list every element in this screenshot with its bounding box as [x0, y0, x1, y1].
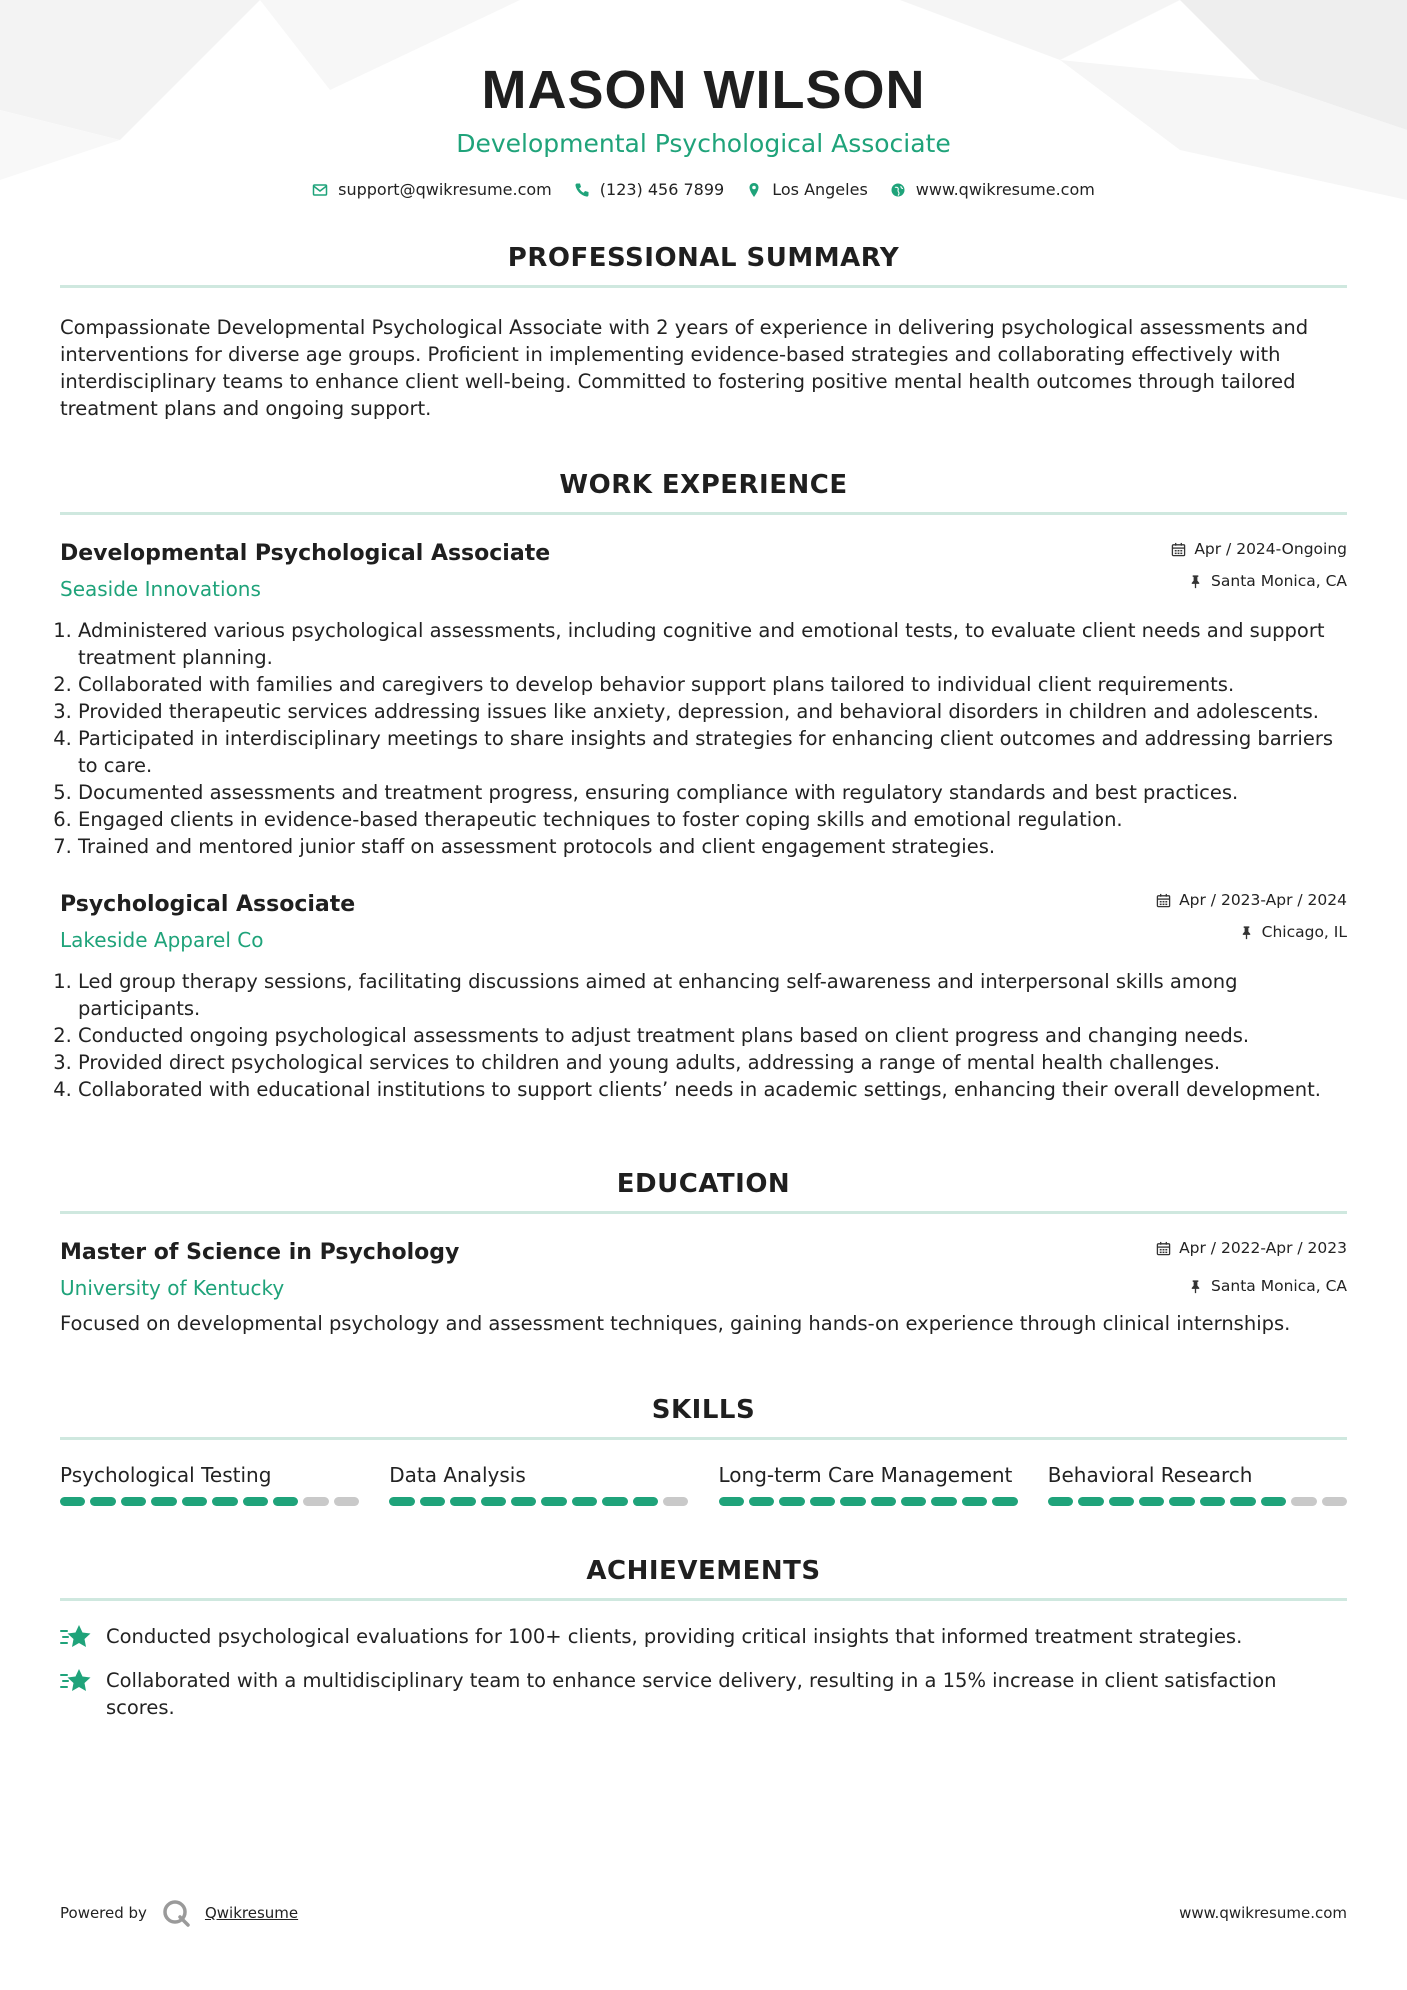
skill-level-segment [719, 1497, 744, 1506]
skill-level-segment [749, 1497, 774, 1506]
job-dates: Apr / 2024-Ongoing [1194, 540, 1347, 558]
star-badge-icon [60, 1667, 92, 1695]
skill-item [719, 1462, 1018, 1506]
skill-level-segment [303, 1497, 328, 1506]
achievement-item [60, 1667, 1347, 1721]
skill-level-bar [719, 1497, 1018, 1506]
globe-icon [890, 182, 906, 198]
achievement-text: Collaborated with a multidisciplinary team to enhance service delivery, resulting in a 15% increase in client satisfaction scores. [106, 1669, 1277, 1719]
skill-level-segment [1322, 1497, 1347, 1506]
phone-text: (123) 456 7899 [599, 180, 725, 199]
skill-level-segment [962, 1497, 987, 1506]
list-item: 4. Participated in interdisciplinary meetings to share insights and strategies for enhancing client outcomes and addressing barriers to care. [78, 725, 1347, 779]
skills-grid [60, 1462, 1347, 1506]
skill-level-segment [1109, 1497, 1134, 1506]
job-entry [60, 890, 1347, 1103]
qwikresume-logo-icon [161, 1898, 191, 1928]
job-dates: Apr / 2023-Apr / 2024 [1179, 891, 1347, 909]
achievement-text: Conducted psychological evaluations for 100+ clients, providing critical insights that informed treatment strategies. [106, 1625, 1243, 1648]
skill-level-segment [602, 1497, 627, 1506]
skill-level-segment [1291, 1497, 1316, 1506]
job-title: Psychological Associate [60, 892, 356, 917]
education-description: Focused on developmental psychology and assessment techniques, gaining hands-on experience through clinical internships. [60, 1312, 1291, 1335]
education-location: Santa Monica, CA [1211, 1277, 1347, 1295]
skill-level-segment [182, 1497, 207, 1506]
school-name: University of Kentucky [60, 1276, 285, 1300]
powered-by [60, 1898, 298, 1928]
job-company: Lakeside Apparel Co [60, 928, 264, 952]
skill-level-segment [1230, 1497, 1255, 1506]
skill-level-segment [511, 1497, 536, 1506]
envelope-icon [312, 182, 328, 198]
section-divider [60, 1211, 1347, 1214]
summary-heading: PROFESSIONAL SUMMARY [507, 243, 900, 273]
footer [60, 1898, 1347, 1928]
skills-heading: SKILLS [651, 1395, 756, 1425]
qwikresume-link[interactable]: Qwikresume [204, 1904, 299, 1922]
list-item: 2. Collaborated with families and caregivers to develop behavior support plans tailored to individual client requirements. [78, 671, 1347, 698]
skill-item [389, 1462, 688, 1506]
list-item: 7. Trained and mentored junior staff on assessment protocols and client engagement strategies. [78, 833, 1347, 860]
list-item: 1. Led group therapy sessions, facilitating discussions aimed at enhancing self-awareness and interpersonal skills among participants. [78, 968, 1347, 1022]
pushpin-icon [1239, 925, 1254, 940]
work-experience-heading: WORK EXPERIENCE [559, 470, 848, 500]
skill-level-bar [389, 1497, 688, 1506]
skill-level-segment [420, 1497, 445, 1506]
job-responsibilities [60, 617, 1347, 860]
skill-level-segment [151, 1497, 176, 1506]
star-badge-icon [60, 1623, 92, 1651]
skill-level-segment [60, 1497, 85, 1506]
skill-level-segment [663, 1497, 688, 1506]
map-pin-icon [746, 182, 762, 198]
job-company: Seaside Innovations [60, 577, 261, 601]
skill-level-segment [273, 1497, 298, 1506]
contact-bar [60, 180, 1347, 199]
skill-level-segment [389, 1497, 414, 1506]
skill-level-segment [1078, 1497, 1103, 1506]
contact-location [746, 180, 868, 199]
summary-text: Compassionate Developmental Psychological Associate with 2 years of experience in delivering psychological assessments and interventions for diverse age groups. Proficient in implementing evidence-based strategies and collaborating effectively with interdisciplinary teams to enhance client well-being. Committed to fostering positive mental health outcomes through tailored treatment plans and ongoing support. [60, 316, 1309, 420]
skill-level-segment [121, 1497, 146, 1506]
contact-email[interactable] [312, 180, 552, 199]
education-dates: Apr / 2022-Apr / 2023 [1179, 1239, 1347, 1257]
education-heading: EDUCATION [616, 1169, 791, 1199]
skill-level-bar [60, 1497, 359, 1506]
skill-item [1048, 1462, 1347, 1506]
skill-level-segment [541, 1497, 566, 1506]
calendar-icon [1171, 542, 1186, 557]
skill-level-segment [810, 1497, 835, 1506]
calendar-icon [1156, 893, 1171, 908]
skill-name: Psychological Testing [60, 1463, 272, 1487]
skill-level-segment [1048, 1497, 1073, 1506]
candidate-name: MASON WILSON [481, 60, 926, 120]
section-divider [60, 512, 1347, 515]
skill-level-bar [1048, 1497, 1347, 1506]
skill-name: Long-term Care Management [718, 1463, 1013, 1487]
list-item: 5. Documented assessments and treatment progress, ensuring compliance with regulatory standards and best practices. [78, 779, 1347, 806]
section-divider [60, 1437, 1347, 1440]
skill-name: Behavioral Research [1047, 1463, 1253, 1487]
footer-website[interactable]: www.qwikresume.com [1179, 1904, 1347, 1922]
website-text: www.qwikresume.com [915, 180, 1095, 199]
pushpin-icon [1188, 574, 1203, 589]
skill-level-segment [871, 1497, 896, 1506]
skill-level-segment [840, 1497, 865, 1506]
list-item: 3. Provided therapeutic services addressing issues like anxiety, depression, and behavioral disorders in children and adolescents. [78, 698, 1347, 725]
skill-level-segment [1169, 1497, 1194, 1506]
job-title: Developmental Psychological Associate [60, 541, 551, 566]
skill-level-segment [992, 1497, 1017, 1506]
list-item: 1. Administered various psychological assessments, including cognitive and emotional tests, to evaluate client needs and support treatment planning. [78, 617, 1347, 671]
calendar-icon [1156, 1241, 1171, 1256]
section-divider [60, 1598, 1347, 1601]
achievements-list [60, 1623, 1347, 1721]
location-text: Los Angeles [772, 180, 868, 199]
job-location: Chicago, IL [1261, 923, 1347, 941]
list-item: 3. Provided direct psychological services to children and young adults, addressing a range of mental health challenges. [78, 1049, 1347, 1076]
pushpin-icon [1188, 1279, 1203, 1294]
section-divider [60, 285, 1347, 288]
contact-website[interactable] [890, 180, 1095, 199]
skill-level-segment [481, 1497, 506, 1506]
degree-title: Master of Science in Psychology [60, 1240, 460, 1265]
skill-item [60, 1462, 359, 1506]
list-item: 4. Collaborated with educational institutions to support clients’ needs in academic settings, enhancing their overall development. [78, 1076, 1347, 1103]
skill-name: Data Analysis [389, 1463, 526, 1487]
skill-level-segment [334, 1497, 359, 1506]
achievement-item [60, 1623, 1347, 1651]
skill-level-segment [450, 1497, 475, 1506]
skill-level-segment [1261, 1497, 1286, 1506]
achievements-heading: ACHIEVEMENTS [586, 1556, 821, 1586]
skill-level-segment [572, 1497, 597, 1506]
skill-level-segment [779, 1497, 804, 1506]
skill-level-segment [243, 1497, 268, 1506]
phone-icon [574, 182, 590, 198]
list-item: 2. Conducted ongoing psychological assessments to adjust treatment plans based on client progress and changing needs. [78, 1022, 1347, 1049]
skill-level-segment [212, 1497, 237, 1506]
skill-level-segment [633, 1497, 658, 1506]
education-entry [60, 1238, 1347, 1337]
email-text: support@qwikresume.com [338, 180, 552, 199]
job-entry [60, 539, 1347, 860]
skill-level-segment [1139, 1497, 1164, 1506]
contact-phone[interactable] [574, 180, 724, 199]
list-item: 6. Engaged clients in evidence-based therapeutic techniques to foster coping skills and emotional regulation. [78, 806, 1347, 833]
skill-level-segment [90, 1497, 115, 1506]
skill-level-segment [931, 1497, 956, 1506]
job-responsibilities [60, 968, 1347, 1103]
job-location: Santa Monica, CA [1211, 572, 1347, 590]
powered-by-label: Powered by [60, 1904, 147, 1922]
skill-level-segment [1200, 1497, 1225, 1506]
candidate-role: Developmental Psychological Associate [456, 129, 951, 158]
skill-level-segment [901, 1497, 926, 1506]
